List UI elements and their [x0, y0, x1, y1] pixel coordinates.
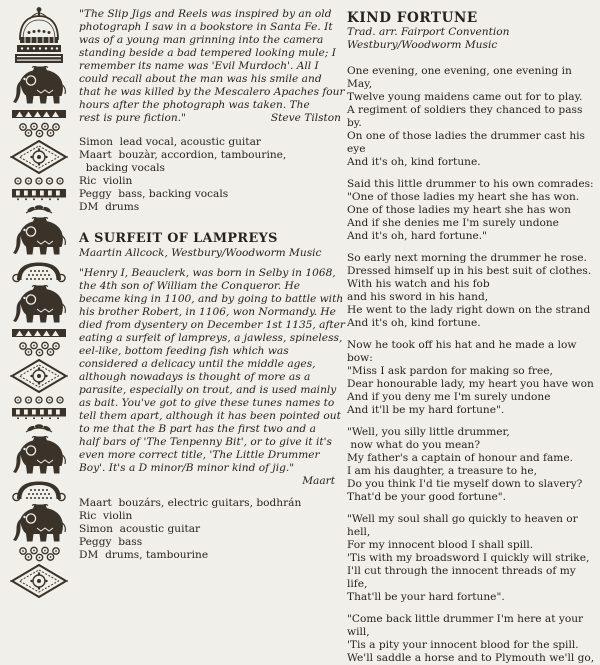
text-line: parasite, especially on trout, and is used mainly — [79, 384, 337, 396]
text-line: even more correct title, 'The Little Drummer — [79, 449, 320, 461]
text-line: Do you think I'd tie myself down to slavery? — [347, 478, 583, 490]
text-line: Peggy bass — [79, 536, 143, 548]
leaf-sprig-stamp-icon — [10, 422, 68, 434]
text-line: although nowadays is thought of more as a — [79, 371, 311, 383]
slip-jigs-quote — [79, 8, 345, 125]
song-title-surfeit-of-lampreys: A SURFEIT OF LAMPREYS — [79, 231, 278, 246]
text-line: was of a young man grinning into the camera — [79, 34, 324, 46]
text-line: half bars of 'The Tenpenny Bit', or to give it it's — [79, 436, 332, 448]
text-line: Dressed himself up in his best suit of clothes. — [347, 265, 592, 277]
text-line: the 4th son of William the Conqueror. He — [79, 280, 301, 292]
text-line: Peggy bass, backing vocals — [79, 188, 229, 200]
text-line: Boy'. It's a D minor/B minor kind of jig." — [79, 462, 295, 474]
flag-band-stamp-icon — [10, 407, 68, 420]
text-line: Ric violin — [79, 510, 133, 522]
quote-attribution: Steve Tilston — [270, 112, 341, 124]
text-line: "One of those ladies my heart she has won. — [347, 191, 580, 203]
lyric-stanza — [347, 339, 598, 417]
flag-band-stamp-icon — [10, 188, 68, 201]
diamond-medallion-stamp-icon — [10, 564, 68, 598]
bead-ring-stamp-icon — [10, 341, 68, 357]
text-line: his brother Robert, in 1106, won Normandy. He — [79, 306, 336, 318]
text-line: hours after the photograph was taken. The — [79, 99, 310, 111]
text-line: Now he took off his hat and he made a low bow: — [347, 339, 580, 364]
lyric-stanza — [347, 178, 598, 243]
text-line: rest is pure fiction." — [79, 112, 186, 124]
text-line: and his sword in his hand, — [347, 291, 489, 303]
elephant-stamp-icon — [10, 66, 68, 106]
temple-dome-stamp-icon — [11, 6, 67, 64]
text-line: That'd be your good fortune". — [347, 491, 507, 503]
lattice-fan-stamp-icon — [10, 478, 68, 502]
lampreys-quote — [79, 267, 345, 475]
lyrics — [347, 65, 598, 665]
text-line: "Miss I ask pardon for making so free, — [347, 365, 553, 377]
text-line: DM drums — [79, 201, 140, 213]
crown-band-stamp-icon — [10, 327, 68, 339]
text-line: With his watch and his fob — [347, 278, 490, 290]
text-line: "Well my soul shall go quickly to heaven or hell, — [347, 513, 582, 538]
bead-chain-stamp-icon — [10, 395, 68, 405]
lyric-stanza — [347, 426, 598, 504]
text-line: And if you deny me I'm surely undone — [347, 391, 551, 403]
text-line: "Well, you silly little drummer, — [347, 426, 510, 438]
text-line: 'Tis a pity your innocent blood for the spill. — [347, 639, 579, 651]
text-line: could recall about the man was his smile and — [79, 73, 322, 85]
elephant-stamp-icon — [10, 504, 68, 544]
left-column — [79, 8, 345, 562]
text-line: And it's oh, hard fortune." — [347, 230, 488, 242]
text-line: And if she denies me I'm surely undone — [347, 217, 559, 229]
diamond-medallion-stamp-icon — [10, 140, 68, 174]
text-line: 'Tis with my broadsword I quickly will strike, — [347, 552, 590, 564]
text-line: One of those ladies my heart she has won — [347, 204, 571, 216]
text-line: Westbury/Woodworm Music — [347, 39, 498, 51]
song-title-kind-fortune: KIND FORTUNE — [347, 10, 478, 26]
lattice-fan-stamp-icon — [10, 259, 68, 283]
text-line: For my innocent blood I shall spill. — [347, 539, 534, 551]
text-line: to me that the B part has the first two and a — [79, 423, 316, 435]
text-line: died from dysentery on December 1st 1135, after — [79, 319, 345, 331]
text-line: became king in 1100, and by going to battle with — [79, 293, 344, 305]
right-column — [347, 10, 598, 665]
elephant-stamp-icon — [10, 436, 68, 476]
text-line: And it's oh, kind fortune. — [347, 156, 481, 168]
text-line: "The Slip Jigs and Reels was inspired by an old — [79, 8, 332, 20]
text-line: And it'll be my hard fortune". — [347, 404, 505, 416]
text-line: DM drums, tambourine — [79, 549, 209, 561]
text-line: considered a delicacy until the middle ages, — [79, 358, 316, 370]
text-line: He went to the lady right down on the strand — [347, 304, 591, 316]
decorative-stamp-border — [3, 5, 75, 599]
text-line: Dear honourable lady, my heart you have won — [347, 378, 594, 390]
bead-chain-stamp-icon — [10, 176, 68, 186]
text-line: Ric violin — [79, 175, 133, 187]
text-line: Maart bouzàr, accordion, tambourine, — [79, 149, 287, 161]
text-line: Simon lead vocal, acoustic guitar — [79, 136, 261, 148]
text-line: Twelve young maidens came out for to play. — [347, 91, 583, 103]
text-line: Trad. arr. Fairport Convention — [347, 26, 510, 38]
text-line: We'll saddle a horse and to Plymouth we'll go, — [347, 652, 595, 664]
text-line: eel-like, bottom feeding fish which was — [79, 345, 289, 357]
lyric-stanza — [347, 613, 598, 665]
text-line: as bait. You've got to give these tunes names to — [79, 397, 335, 409]
text-line: that he was killed by the Mescalero Apaches four — [79, 86, 345, 98]
text-line: backing vocals — [79, 162, 165, 174]
diamond-medallion-stamp-icon — [10, 359, 68, 393]
song-writer-credit — [347, 26, 598, 52]
text-line: Maart bouzárs, electric guitars, bodhrán — [79, 497, 302, 509]
text-line: Simon acoustic guitar — [79, 523, 201, 535]
elephant-stamp-icon — [10, 217, 68, 257]
text-line: now what do you mean? — [347, 439, 481, 451]
lyric-stanza — [347, 65, 598, 169]
bead-ring-stamp-icon — [10, 546, 68, 562]
credits-list-1 — [79, 136, 345, 214]
credits-list-2 — [79, 497, 345, 562]
text-line: I am his daughter, a treasure to he, — [347, 465, 537, 477]
text-line: So early next morning the drummer he rose. — [347, 252, 587, 264]
text-line: One evening, one evening, one evening in May, — [347, 65, 576, 90]
text-line: eating a surfeit of lampreys, a jawless, spineless, — [79, 332, 343, 344]
text-line: photograph I saw in a bookstore in Santa Fe. It — [79, 21, 333, 33]
text-line: "Come back little drummer I'm here at your will, — [347, 613, 587, 638]
text-line: That'll be your hard fortune". — [347, 591, 505, 603]
text-line: tell them apart, although it has been pointed out — [79, 410, 341, 422]
lyric-stanza — [347, 252, 598, 330]
text-line: Said this little drummer to his own comrades: — [347, 178, 594, 190]
text-line: On one of those ladies the drummer cast his eye — [347, 130, 589, 155]
elephant-stamp-icon — [10, 285, 68, 325]
text-line: standing beside a bad tempered looking mule; I — [79, 47, 336, 59]
text-line: And it's oh, kind fortune. — [347, 317, 481, 329]
text-line: "Henry I, Beauclerk, was born in Selby in 1068, — [79, 267, 336, 279]
text-line: My father's a captain of honour and fame. — [347, 452, 573, 464]
quote-attribution: Maart — [302, 475, 335, 487]
text-line: A regiment of soldiers they chanced to pass by. — [347, 104, 586, 129]
bead-ring-stamp-icon — [10, 122, 68, 138]
text-line: remember its name was 'Evil Murdoch'. All I — [79, 60, 319, 72]
lyric-stanza — [347, 513, 598, 604]
song-writer-credit: Maartin Allcock, Westbury/Woodworm Music — [79, 247, 322, 259]
crown-band-stamp-icon — [10, 108, 68, 120]
text-line: I'll cut through the innocent threads of my life, — [347, 565, 580, 590]
leaf-sprig-stamp-icon — [10, 203, 68, 215]
